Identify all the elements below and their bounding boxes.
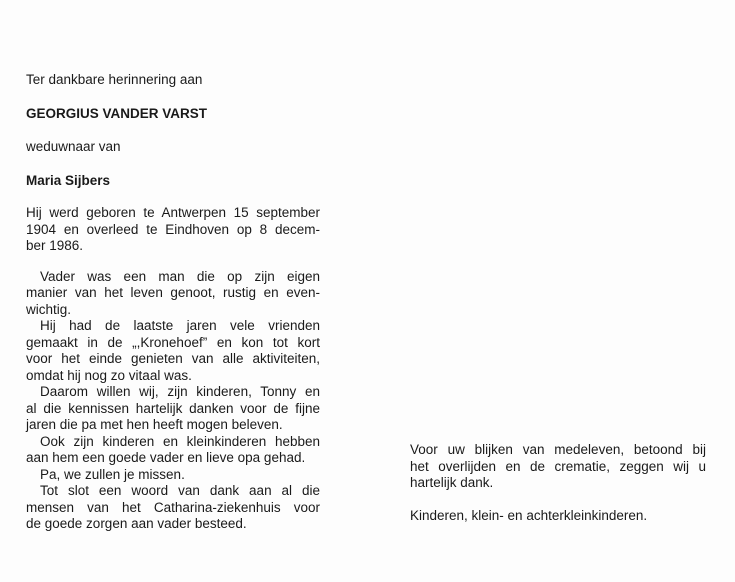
signature-text: Kinderen, klein- en achterkleinkinderen. <box>410 507 648 523</box>
tribute-paragraph <box>26 483 320 533</box>
text-line: jaren die pa met hen heeft mogen beleven. <box>26 417 283 432</box>
tribute-paragraph <box>26 384 320 434</box>
spouse-name: Maria Sijbers <box>26 172 111 188</box>
text-line: de goede zorgen aan vader besteed. <box>26 516 247 531</box>
text-line: Hij had de laatste jaren vele vrienden <box>40 318 320 333</box>
text-line: voor het einde genieten van alle aktiviteiten, <box>26 351 320 366</box>
text-line: gemaakt in de „,Kronehoef” en kon tot kort <box>26 334 320 350</box>
text-line: Voor uw blijken van medeleven, betoond bij <box>410 442 706 457</box>
text-line: mensen van het Catharina-ziekenhuis voor <box>26 499 320 515</box>
text-line: omdat hij nog zo vitaal was. <box>26 367 192 383</box>
intro-text: Ter dankbare herinnering aan <box>26 72 203 87</box>
deceased-name: GEORGIUS VANDER VARST <box>26 105 208 121</box>
relation-text: weduwnaar van <box>26 139 121 154</box>
tribute-paragraph <box>26 318 320 384</box>
text-line: het overlijden en de crematie, zeggen wij u <box>410 458 706 474</box>
text-line: al die kennissen hartelijk danken voor de fijne <box>26 400 320 416</box>
text-line: Tot slot een woord van dank aan al die <box>40 483 320 498</box>
tribute-paragraph <box>26 467 320 484</box>
tribute-paragraph <box>26 269 320 319</box>
birth-death-paragraph <box>26 205 320 255</box>
memorial-text-column <box>26 72 320 533</box>
text-line: Pa, we zullen je missen. <box>40 466 185 482</box>
text-line: ber 1986. <box>26 238 84 253</box>
text-line: aan hem een goede vader en lieve opa gehad. <box>26 450 306 465</box>
tribute-paragraph <box>26 434 320 467</box>
text-line: wichtig. <box>26 301 72 317</box>
text-line: Hij werd geboren te Antwerpen 15 september <box>26 205 320 220</box>
text-line: hartelijk dank. <box>410 475 494 490</box>
thanks-column <box>410 442 706 524</box>
text-line: 1904 en overleed te Eindhoven op 8 decem- <box>26 221 320 237</box>
text-line: Daarom willen wij, zijn kinderen, Tonny en <box>40 384 320 399</box>
text-line: Vader was een man die op zijn eigen <box>40 268 320 284</box>
text-line: manier van het leven genoot, rustig en even- <box>26 285 320 300</box>
text-line: Ook zijn kinderen en kleinkinderen hebben <box>40 433 320 449</box>
